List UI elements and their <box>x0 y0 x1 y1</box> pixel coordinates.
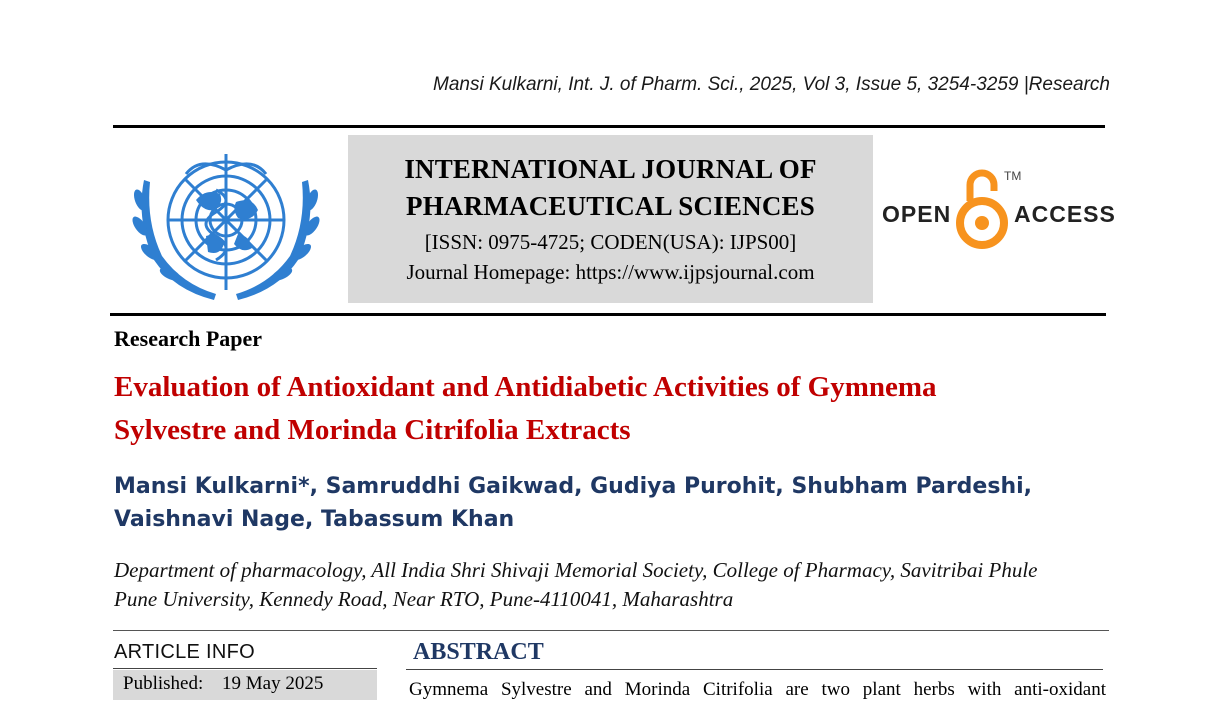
masthead-bottom-rule <box>110 313 1106 316</box>
open-access-word-access: ACCESS <box>1014 201 1116 227</box>
paper-type: Research Paper <box>114 326 263 351</box>
journal-homepage: Journal Homepage: https://www.ijpsjournal.com <box>406 260 815 284</box>
author-list-line-2: Vaishnavi Nage, Tabassum Khan <box>114 507 515 532</box>
published-row <box>113 670 377 700</box>
affiliation-line-2: Pune University, Kennedy Road, Near RTO, Pune-4110041, Maharashtra <box>114 587 734 611</box>
journal-masthead-box <box>348 135 873 303</box>
abstract-heading: ABSTRACT <box>413 639 544 665</box>
journal-name <box>348 151 873 225</box>
running-head: Mansi Kulkarni, Int. J. of Pharm. Sci., 2025, Vol 3, Issue 5, 3254-3259 |Research <box>433 74 1110 95</box>
section-divider <box>113 630 1109 631</box>
published-label: Published: <box>123 673 204 694</box>
article-info-rule <box>113 668 377 669</box>
affiliation-line-1: Department of pharmacology, All India Shri Shivaji Memorial Society, College of Pharmacy, Savitribai Phule <box>114 558 1038 582</box>
open-access-lock-icon <box>954 165 1010 251</box>
paper-title-line-2: Sylvestre and Morinda Citrifolia Extracts <box>114 414 631 446</box>
paper-title-line-1: Evaluation of Antioxidant and Antidiabetic Activities of Gymnema <box>114 371 937 403</box>
abstract-rule <box>406 669 1103 670</box>
author-list <box>114 470 1074 536</box>
journal-identifiers: [ISSN: 0975-4725; CODEN(USA): IJPS00] <box>424 230 797 254</box>
abstract-text: Gymnema Sylvestre and Morinda Citrifolia are two plant herbs with anti-oxidant <box>409 679 1106 700</box>
open-access-logo <box>880 165 1116 255</box>
trademark-mark: TM <box>1004 169 1022 183</box>
journal-name-line-2: PHARMACEUTICAL SCIENCES <box>406 191 815 221</box>
author-list-line-1: Mansi Kulkarni*, Samruddhi Gaikwad, Gudiya Purohit, Shubham Pardeshi, <box>114 474 1033 499</box>
open-access-word-open: OPEN <box>882 201 952 227</box>
paper-title <box>114 366 1074 452</box>
masthead-top-rule <box>113 125 1105 128</box>
journal-name-line-1: INTERNATIONAL JOURNAL OF <box>404 154 817 184</box>
affiliation <box>114 556 1114 614</box>
un-style-emblem-icon <box>126 140 326 305</box>
article-info-heading: ARTICLE INFO <box>114 641 256 663</box>
published-date: 19 May 2025 <box>222 673 324 694</box>
